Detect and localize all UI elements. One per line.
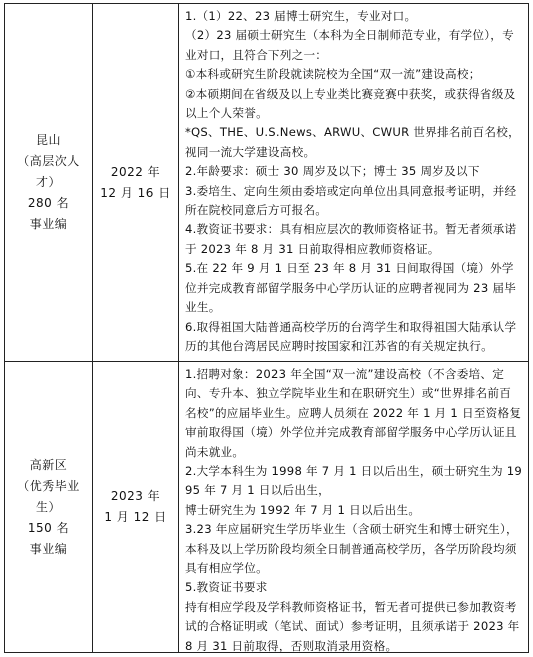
requirement-item: 1.（1）22、23 届博士研究生，专业对口。 [185,9,417,23]
region-line: 150 名 [27,520,70,535]
date-line: 2022 年 [110,164,161,179]
requirement-item: 持有相应学段及学科教师资格证书，暂无者可提供已参加教资考试的合格证明或（笔试、面试）参考证明，且须承诺于 2023 年 8 月 31 日前取得，否则取消录用资格。 [185,599,520,653]
date-cell [93,362,179,652]
requirement-item: ②本硕期间在省级及以上专业类比赛竞赛中获奖，或获得省级及以上个人荣誉。 [185,86,516,121]
region-line: 昆山 [35,133,61,147]
requirement-item: 1.招聘对象：2023 年全国“双一流”建设高校（不含委培、定向、专升本、独立学院毕业生和在职研究生）或“世界排名前百名校”的应届毕业生。应聘人员须在 2022 年 1 月 1 日至资格复审前取得国（境）外学位并完成教育部留学服务中心学历认证且尚未就业。 [185,367,522,459]
date-line: 1 月 12 日 [104,510,167,524]
region-line: 事业编 [29,217,68,231]
requirement-item: 5.在 22 年 9 月 1 日至 23 年 8 月 31 日间取得国（境）外学位并完成教育部留学服务中心学历认证的应聘者视同为 23 届毕业生。 [185,261,517,315]
region-line: （高层次人 [17,154,80,168]
requirement-item: 2.大学本科生为 1998 年 7 月 1 日以后出生，硕士研究生为 1995 年 7 月 1 日以后出生， [185,464,522,498]
region-line: 事业编 [29,541,68,556]
region-line: 280 名 [27,196,70,210]
table-row [5,4,528,362]
requirements-cell [179,362,528,652]
requirement-item: 5.教资证书要求 [185,580,268,595]
region-cell [5,4,93,361]
requirement-item: 博士研究生为 1992 年 7 月 1 日以后出生。 [185,502,421,517]
region-line: 才） [35,175,61,189]
region-line: 高新区 [29,457,68,472]
date-cell [93,4,179,361]
region-line: （优秀毕业 [17,478,80,493]
region-cell [5,362,93,652]
requirement-item: 6.取得祖国大陆普通高校学历的台湾学生和取得祖国大陆承认学历的其他台湾居民应聘时按国家和江苏省的有关规定执行。 [185,319,517,353]
date-line: 2023 年 [110,489,161,503]
requirement-item: 4.教资证书要求：具有相应层次的教师资格证书。暂无者须承诺于 2023 年 8 月 31 日前取得相应教师资格证。 [185,222,517,256]
requirements-cell [179,4,528,361]
requirement-item: *QS、THE、U.S.News、ARWU、CWUR 世界排名前百名校，视同一流大学建设高校。 [185,125,520,159]
table-row [5,362,528,652]
region-line: 生） [35,499,61,514]
requirement-item: （2）23 届硕士研究生（本科为全日制师范专业，有学位），专业对口，且符合下列之一： [185,28,514,62]
recruitment-table [4,3,529,653]
requirement-item: 2.年龄要求：硕士 30 周岁及以下；博士 35 周岁及以下 [185,164,480,179]
date-line: 12 月 16 日 [100,185,171,200]
requirement-item: 3.委培生、定向生须由委培或定向单位出具同意报考证明，并经所在院校同意后方可报名。 [185,183,517,218]
requirement-item: 3.23 年应届研究生学历毕业生（含硕士研究生和博士研究生），本科及以上学历阶段均须全日制普通高校学历，各学历阶段均须具有相应学位。 [185,522,518,576]
requirement-item: ①本科或研究生阶段就读院校为全国“双一流”建设高校； [185,67,481,82]
